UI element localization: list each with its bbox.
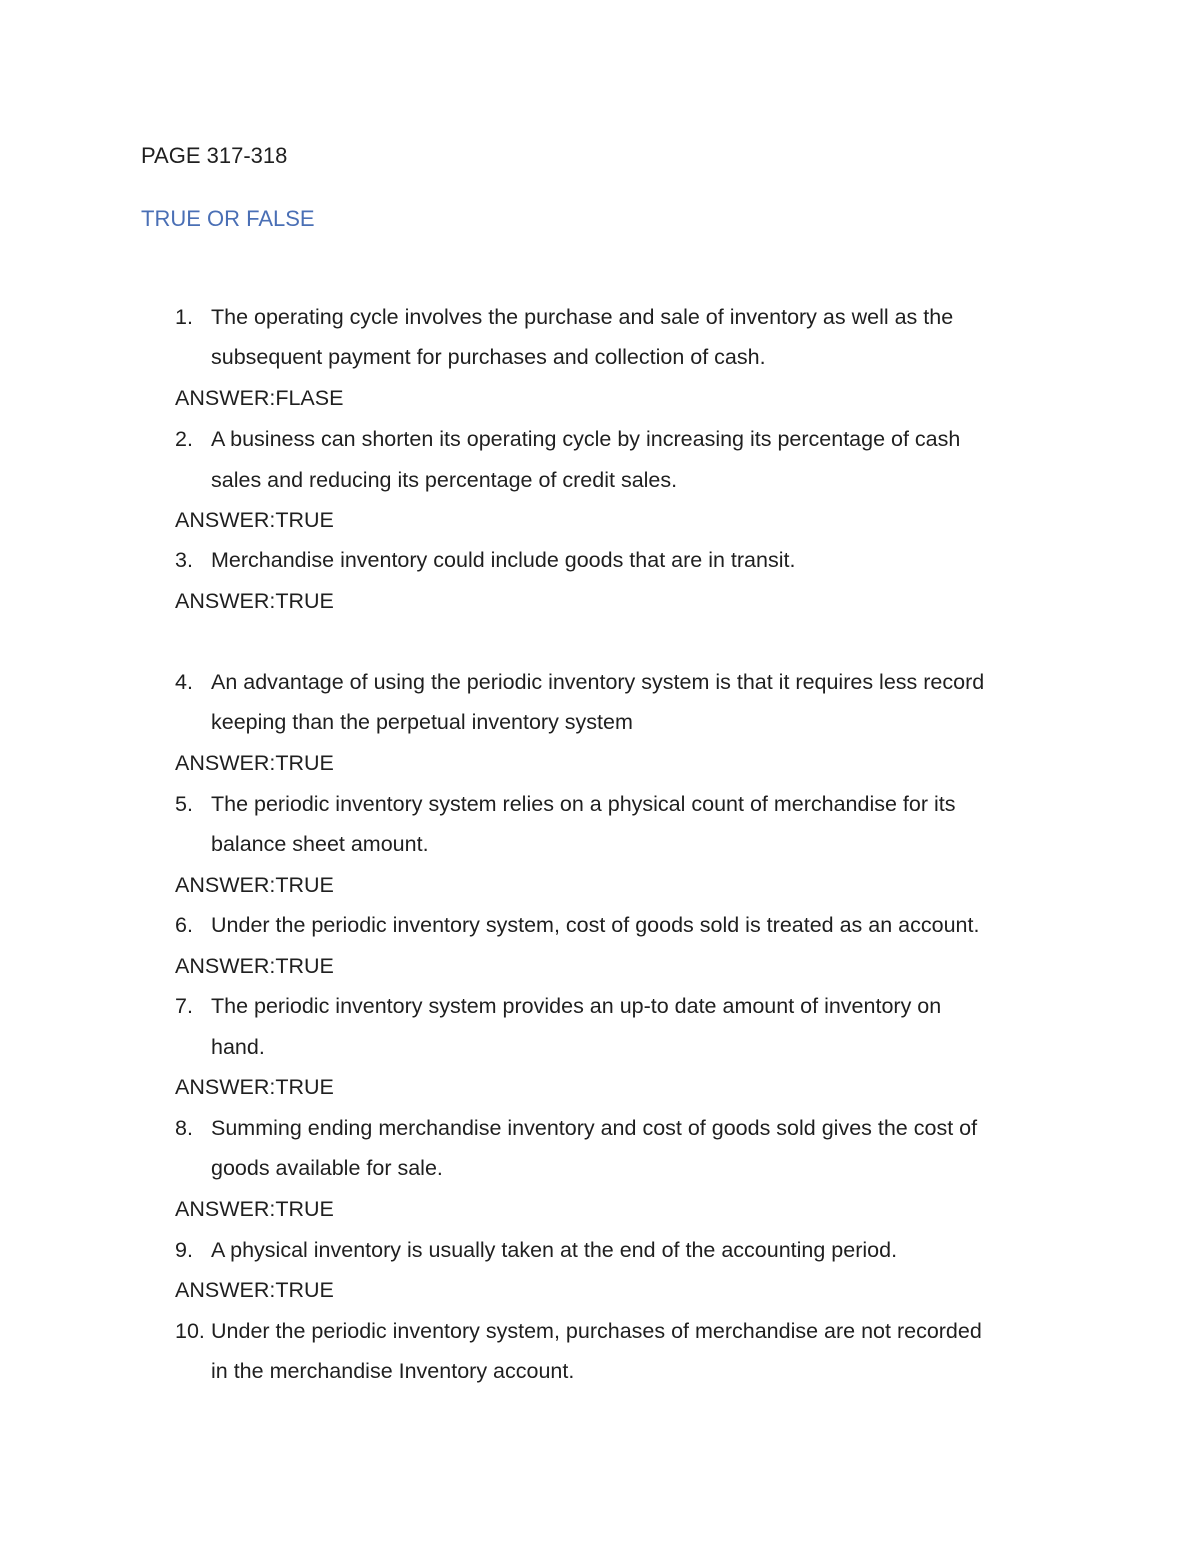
question-number: 9. bbox=[175, 1238, 193, 1262]
answer-line: ANSWER:TRUE bbox=[175, 873, 334, 897]
question-number: 5. bbox=[175, 792, 193, 816]
answer-line: ANSWER:TRUE bbox=[175, 1197, 334, 1221]
section-title: TRUE OR FALSE bbox=[141, 206, 315, 231]
question-text-line: The operating cycle involves the purchase and sale of inventory as well as the bbox=[211, 305, 954, 329]
question-text-line: keeping than the perpetual inventory system bbox=[211, 710, 633, 734]
question-number: 6. bbox=[175, 913, 193, 937]
question-number: 1. bbox=[175, 305, 193, 329]
question-text-line: Under the periodic inventory system, purchases of merchandise are not recorded bbox=[211, 1319, 982, 1343]
question-number: 7. bbox=[175, 994, 193, 1018]
question-text-line: The periodic inventory system relies on a physical count of merchandise for its bbox=[211, 792, 956, 816]
question-number: 10. bbox=[175, 1319, 205, 1343]
question-text-line: Under the periodic inventory system, cost of goods sold is treated as an account. bbox=[211, 913, 980, 937]
question-text-line: hand. bbox=[211, 1035, 265, 1059]
answer-line: ANSWER:FLASE bbox=[175, 386, 344, 410]
question-number: 8. bbox=[175, 1116, 193, 1140]
question-text-line: goods available for sale. bbox=[211, 1156, 443, 1180]
question-text-line: Merchandise inventory could include goods that are in transit. bbox=[211, 548, 796, 572]
question-number: 3. bbox=[175, 548, 193, 572]
question-text-line: sales and reducing its percentage of credit sales. bbox=[211, 468, 678, 492]
answer-line: ANSWER:TRUE bbox=[175, 1075, 334, 1099]
answer-line: ANSWER:TRUE bbox=[175, 954, 334, 978]
answer-line: ANSWER:TRUE bbox=[175, 1278, 334, 1302]
question-number: 4. bbox=[175, 670, 193, 694]
question-text-line: A physical inventory is usually taken at the end of the accounting period. bbox=[211, 1238, 898, 1262]
question-text-line: in the merchandise Inventory account. bbox=[211, 1359, 575, 1383]
question-text-line: balance sheet amount. bbox=[211, 832, 429, 856]
question-text-line: A business can shorten its operating cycle by increasing its percentage of cash bbox=[211, 427, 961, 451]
answer-line: ANSWER:TRUE bbox=[175, 508, 334, 532]
question-text-line: Summing ending merchandise inventory and cost of goods sold gives the cost of bbox=[211, 1116, 978, 1140]
answer-line: ANSWER:TRUE bbox=[175, 751, 334, 775]
page-header: PAGE 317-318 bbox=[141, 143, 288, 168]
question-number: 2. bbox=[175, 427, 193, 451]
question-text-line: The periodic inventory system provides an up-to date amount of inventory on bbox=[211, 994, 942, 1018]
answer-line: ANSWER:TRUE bbox=[175, 589, 334, 613]
question-text-line: An advantage of using the periodic inventory system is that it requires less record bbox=[211, 670, 985, 694]
question-text-line: subsequent payment for purchases and collection of cash. bbox=[211, 345, 766, 369]
